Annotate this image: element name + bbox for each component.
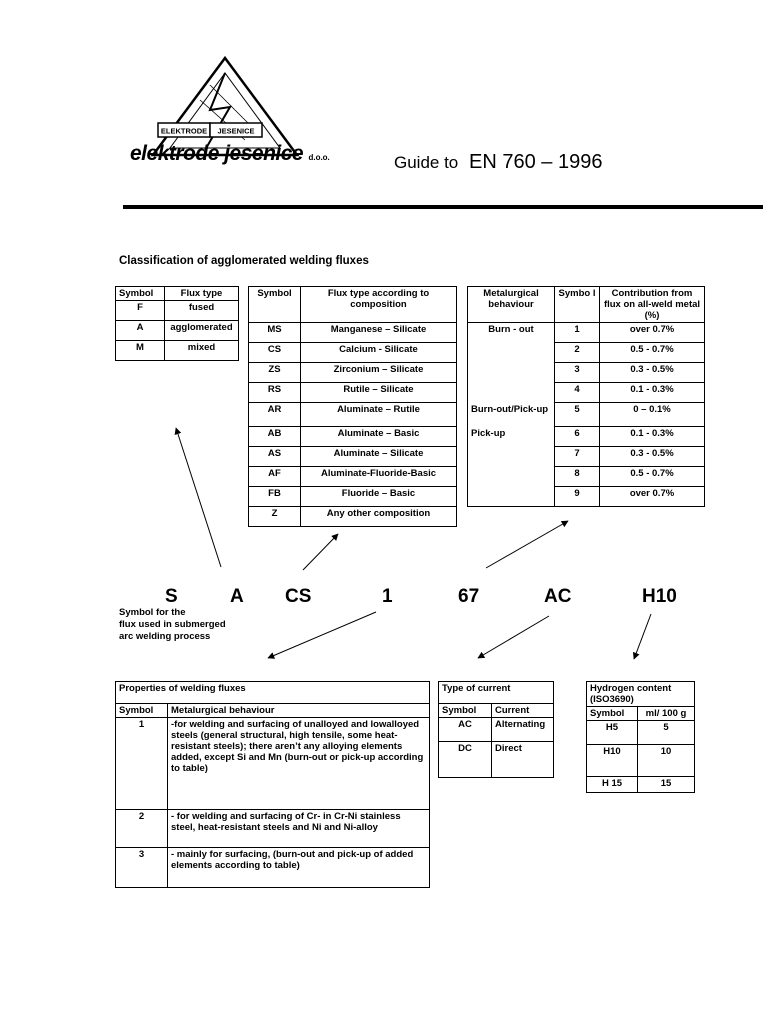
table-cell: Aluminate – Basic [301,427,457,447]
table-cell: A [116,321,165,341]
table-cell: over 0.7% [600,323,705,343]
flux-type-table [115,286,239,361]
metallurgical-table [467,286,705,507]
table-cell: 0.1 - 0.3% [600,427,705,447]
symbol-note-line: Symbol for the [119,607,186,618]
table-header: Symbol [439,704,492,718]
table-cell: FB [249,487,301,507]
table-cell: M [116,341,165,361]
header-divider [123,205,763,209]
code-67: 67 [458,586,480,607]
table-header: Symbol [587,707,638,721]
table-header: Symbo l [555,287,600,323]
table-cell: 0.5 - 0.7% [600,467,705,487]
table-cell: Calcium - Silicate [301,343,457,363]
symbol-note [119,607,226,643]
table-header: Metalurgical behaviour [468,287,555,323]
arrow-to-properties [268,612,376,658]
table-cell: F [116,301,165,321]
table-cell: DC [439,742,492,778]
table-cell: 0.1 - 0.3% [600,383,705,403]
table-header: Symbol [116,287,165,301]
table-header: Symbol [116,704,168,718]
standard-name: EN 760 – 1996 [469,151,603,173]
table-cell: 0.3 - 0.5% [600,363,705,383]
arrow-to-current [478,616,549,658]
table-cell: 0.5 - 0.7% [600,343,705,363]
code-ac: AC [544,586,572,607]
table-cell: -for welding and surfacing of unalloyed and lowalloyed steels (general structural, high tensile, some heat-resistant steels); there aren’t any alloying elements added, except Si and Mn (burn-out or pick-up according to table) [168,718,430,810]
code-1: 1 [382,586,393,607]
table-header: Current [492,704,554,718]
table-cell: AS [249,447,301,467]
table-cell: - for welding and surfacing of Cr- in Cr-Ni stainless steel, heat-resistant steels and Ni and Ni-alloy [168,810,430,848]
logo-wordmark [130,142,330,166]
table-header: Contribution from flux on all-weld metal (%) [600,287,705,323]
code-a: A [230,586,244,607]
code-h10: H10 [642,586,677,607]
symbol-note-line: arc welding process [119,631,211,642]
table-header: Metalurgical behaviour [168,704,430,718]
table-cell: fused [165,301,239,321]
table-header: Flux type according to composition [301,287,457,323]
table-cell: 0.3 - 0.5% [600,447,705,467]
table-cell: 6 [555,427,600,447]
table-cell: 10 [638,745,695,777]
logo-name: elektrode jesenice [130,142,304,165]
table-cell: H 15 [587,777,638,793]
table-cell: Fluoride – Basic [301,487,457,507]
table-cell: AC [439,718,492,742]
table-cell: Rutile – Silicate [301,383,457,403]
arrow-to-composition [303,534,338,570]
table-cell: agglomerated [165,321,239,341]
table-cell: 1 [555,323,600,343]
table-cell: Manganese – Silicate [301,323,457,343]
arrow-to-hydrogen [634,614,651,659]
code-s: S [165,586,178,607]
table-cell: 15 [638,777,695,793]
table-cell: H10 [587,745,638,777]
logo-plate-right: JESENICE [217,126,255,136]
table-cell: 4 [555,383,600,403]
table-cell: 2 [116,810,168,848]
logo-plate-left: ELEKTRODE [160,126,208,136]
table-cell: 0 – 0.1% [600,403,705,427]
table-cell: H5 [587,721,638,745]
arrow-to-metallurgical [486,521,568,568]
table-cell: Zirconium – Silicate [301,363,457,383]
section-heading: Classification of agglomerated welding fluxes [119,255,369,267]
table-cell: Aluminate-Fluoride-Basic [301,467,457,487]
table-cell: Aluminate – Rutile [301,403,457,427]
table-cell: AB [249,427,301,447]
table-cell: 2 [555,343,600,363]
group-label: Pick-up [468,427,555,507]
table-title: Type of current [439,682,554,704]
table-cell: 8 [555,467,600,487]
table-header: Symbol [249,287,301,323]
table-cell: 1 [116,718,168,810]
hydrogen-table [586,681,695,793]
logo-suffix: d.o.o. [308,153,330,162]
table-cell: mixed [165,341,239,361]
group-label: Burn-out/Pick-up [468,403,555,427]
table-cell: 5 [638,721,695,745]
properties-table [115,681,430,888]
table-cell: 3 [116,848,168,888]
table-cell: AF [249,467,301,487]
table-title: Properties of welding fluxes [116,682,430,704]
page-title [394,151,602,174]
table-cell: MS [249,323,301,343]
table-cell: Aluminate – Silicate [301,447,457,467]
arrow-to-flux-type [176,428,221,567]
guide-label: Guide to [394,153,459,172]
table-cell: Any other composition [301,507,457,527]
table-header: Flux type [165,287,239,301]
table-cell: Alternating [492,718,554,742]
table-cell: - mainly for surfacing, (burn-out and pick-up of added elements according to table) [168,848,430,888]
symbol-note-line: flux used in submerged [119,619,226,630]
table-cell: 7 [555,447,600,467]
table-cell: over 0.7% [600,487,705,507]
table-cell: 9 [555,487,600,507]
table-title: Hydrogen content (ISO3690) [587,682,695,707]
current-table [438,681,554,778]
table-cell: Z [249,507,301,527]
composition-table [248,286,457,527]
table-header: ml/ 100 g [638,707,695,721]
table-cell: Direct [492,742,554,778]
table-cell: AR [249,403,301,427]
table-cell: 3 [555,363,600,383]
group-label: Burn - out [468,323,555,403]
table-cell: CS [249,343,301,363]
code-cs: CS [285,586,312,607]
table-cell: ZS [249,363,301,383]
table-cell: 5 [555,403,600,427]
table-cell: RS [249,383,301,403]
